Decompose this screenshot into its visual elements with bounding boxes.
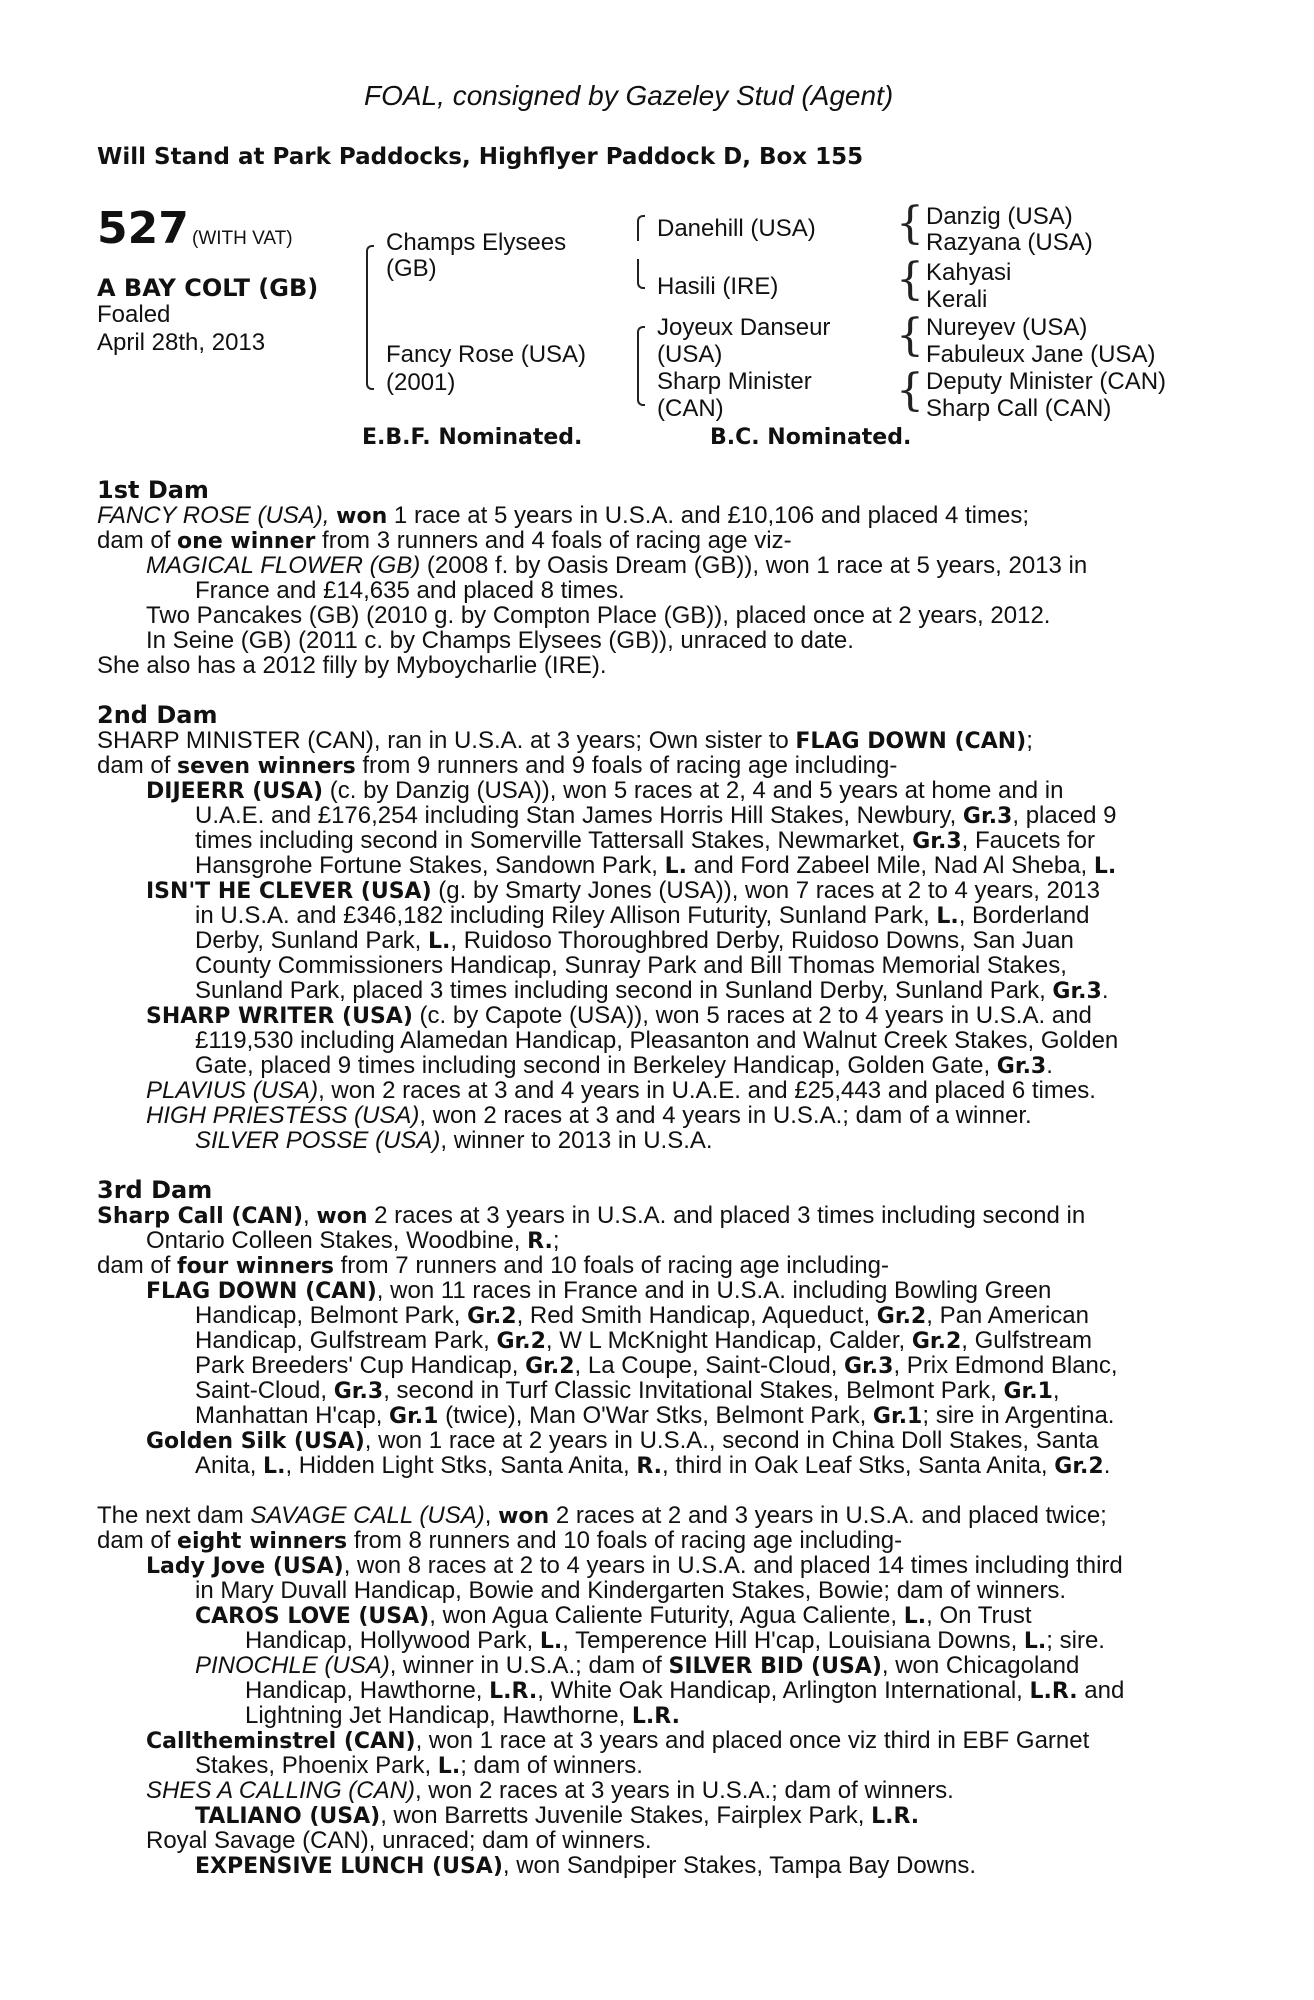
pedigree-dam-sire-2: (USA): [657, 341, 723, 368]
shes-a-calling-line: SHES A CALLING (CAN), won 2 races at 3 years in U.S.A.; dam of winners.: [146, 1777, 954, 1804]
sharp-writer-line1: SHARP WRITER (USA) (c. by Capote (USA)), won 5 races at 2 to 4 years in U.S.A. and: [146, 1002, 1092, 1029]
flag-down-line5: Saint-Cloud, Gr.3, second in Turf Classic Invitational Stakes, Belmont Park, Gr.1,: [195, 1377, 1060, 1404]
pedigree-dam-sire-1: Joyeux Danseur: [657, 314, 831, 341]
lady-jove-line2: in Mary Duvall Handicap, Bowie and Kindergarten Stakes, Bowie; dam of winners.: [195, 1577, 1067, 1604]
silver-posse-line: SILVER POSSE (USA), winner to 2013 in U.S.A.: [195, 1127, 713, 1154]
third-dam-line1: Sharp Call (CAN), won 2 races at 3 years in U.S.A. and placed 3 times including second in: [97, 1202, 1086, 1229]
consignment-title: FOAL, consigned by Gazeley Stud (Agent): [364, 80, 894, 111]
dijeerr-line2: U.A.E. and £176,254 including Stan James Horris Hill Stakes, Newbury, Gr.3, placed 9: [195, 802, 1117, 829]
expensive-lunch-line: EXPENSIVE LUNCH (USA), won Sandpiper Stakes, Tampa Bay Downs.: [195, 1852, 977, 1879]
golden-silk-line1: Golden Silk (USA), won 1 race at 2 years in U.S.A., second in China Doll Stakes, Santa: [146, 1427, 1099, 1454]
pedigree-g3-6: Fabuleux Jane (USA): [926, 341, 1156, 368]
pedigree-sire-dam: Hasili (IRE): [657, 273, 779, 300]
first-dam-produce4: She also has a 2012 filly by Myboycharlie (IRE).: [97, 652, 607, 679]
pedigree-dam-dam-1: Sharp Minister: [657, 368, 812, 395]
flag-down-line2: Handicap, Belmont Park, Gr.2, Red Smith Handicap, Aqueduct, Gr.2, Pan American: [195, 1302, 1089, 1329]
flag-down-line3: Handicap, Gulfstream Park, Gr.2, W L McKnight Handicap, Calder, Gr.2, Gulfstream: [195, 1327, 1092, 1354]
foaled-label: Foaled: [97, 301, 171, 328]
vat-label: (WITH VAT): [192, 228, 293, 249]
pedigree-g3-1: Danzig (USA): [926, 203, 1073, 230]
pedigree-sire-origin: (GB): [386, 255, 437, 282]
dijeerr-line3: times including second in Somerville Tattersall Stakes, Newmarket, Gr.3, Faucets for: [195, 827, 1096, 854]
pedigree-g3-4: Kerali: [926, 286, 988, 313]
third-dam-heading: 3rd Dam: [97, 1176, 213, 1204]
third-dam-line3: dam of four winners from 7 runners and 10 foals of racing age including-: [97, 1252, 889, 1279]
dijeerr-line1: DIJEERR (USA) (c. by Danzig (USA)), won 5 races at 2, 4 and 5 years at home and in: [146, 777, 1064, 804]
pedigree-sire: Champs Elysees: [386, 229, 567, 256]
royal-savage-line: Royal Savage (CAN), unraced; dam of winners.: [146, 1827, 652, 1854]
second-dam-line2: dam of seven winners from 9 runners and 9 foals of racing age including-: [97, 752, 898, 779]
stand-location: Will Stand at Park Paddocks, Highflyer Paddock D, Box 155: [97, 144, 864, 170]
lady-jove-line1: Lady Jove (USA), won 8 races at 2 to 4 years in U.S.A. and placed 14 times including third: [146, 1552, 1123, 1579]
first-dam-line2: dam of one winner from 3 runners and 4 foals of racing age viz-: [97, 527, 792, 554]
third-dam-line2: Ontario Colleen Stakes, Woodbine, R.;: [146, 1227, 560, 1254]
caros-love-line2: Handicap, Hollywood Park, L., Temperence Hill H'cap, Louisiana Downs, L.; sire.: [245, 1627, 1105, 1654]
first-dam-produce1-cont: France and £14,635 and placed 8 times.: [195, 577, 625, 604]
first-dam-produce2: Two Pancakes (GB) (2010 g. by Compton Place (GB)), placed once at 2 years, 2012.: [146, 602, 1051, 629]
isnt-he-clever-line5: Sunland Park, placed 3 times including second in Sunland Derby, Sunland Park, Gr.3.: [195, 977, 1109, 1004]
first-dam-line1: FANCY ROSE (USA), won 1 race at 5 years in U.S.A. and £10,106 and placed 4 times;: [97, 502, 1029, 529]
pedigree-g3-5: Nureyev (USA): [926, 314, 1088, 341]
pedigree-g3-2: Razyana (USA): [926, 229, 1093, 256]
lot-number: 527: [97, 203, 189, 254]
first-dam-produce3: In Seine (GB) (2011 c. by Champs Elysees (GB)), unraced to date.: [146, 627, 854, 654]
dijeerr-line4: Hansgrohe Fortune Stakes, Sandown Park, L. and Ford Zabeel Mile, Nad Al Sheba, L.: [195, 852, 1117, 879]
pinochle-line3: Lightning Jet Handicap, Hawthorne, L.R.: [245, 1702, 680, 1729]
calltheminstrel-line2: Stakes, Phoenix Park, L.; dam of winners.: [195, 1752, 643, 1779]
pinochle-line2: Handicap, Hawthorne, L.R., White Oak Handicap, Arlington International, L.R. and: [245, 1677, 1125, 1704]
isnt-he-clever-line4: County Commissioners Handicap, Sunray Park and Bill Thomas Memorial Stakes,: [195, 952, 1067, 979]
first-dam-produce1: MAGICAL FLOWER (GB) (2008 f. by Oasis Dream (GB)), won 1 race at 5 years, 2013 in: [146, 552, 1088, 579]
next-dam-line2: dam of eight winners from 8 runners and 10 foals of racing age including-: [97, 1527, 903, 1554]
golden-silk-line2: Anita, L., Hidden Light Stks, Santa Anita, R., third in Oak Leaf Stks, Santa Anita, Gr.2.: [195, 1452, 1111, 1479]
ebf-nominated: E.B.F. Nominated.: [362, 425, 583, 450]
pedigree-dam-year: (2001): [386, 369, 456, 396]
sharp-writer-line2: £119,530 including Alamedan Handicap, Pleasanton and Walnut Creek Stakes, Golden: [195, 1027, 1119, 1054]
pedigree-g3-8: Sharp Call (CAN): [926, 395, 1112, 422]
pedigree-dam-dam-2: (CAN): [657, 395, 724, 422]
isnt-he-clever-line1: ISN'T HE CLEVER (USA) (g. by Smarty Jones (USA)), won 7 races at 2 to 4 years, 2013: [146, 877, 1100, 904]
lot-title: A BAY COLT (GB): [97, 274, 319, 302]
pedigree-sire-sire: Danehill (USA): [657, 215, 816, 242]
flag-down-line6: Manhattan H'cap, Gr.1 (twice), Man O'War Stks, Belmont Park, Gr.1; sire in Argentina.: [195, 1402, 1115, 1429]
flag-down-line1: FLAG DOWN (CAN), won 11 races in France and in U.S.A. including Bowling Green: [146, 1277, 1052, 1304]
pedigree-dam: Fancy Rose (USA): [386, 341, 587, 368]
caros-love-line1: CAROS LOVE (USA), won Agua Caliente Futurity, Agua Caliente, L., On Trust: [195, 1602, 1032, 1629]
second-dam-heading: 2nd Dam: [97, 701, 218, 729]
high-priestess-line: HIGH PRIESTESS (USA), won 2 races at 3 and 4 years in U.S.A.; dam of a winner.: [146, 1102, 1032, 1129]
pedigree-g3-3: Kahyasi: [926, 259, 1012, 286]
sharp-writer-line3: Gate, placed 9 times including second in Berkeley Handicap, Golden Gate, Gr.3.: [195, 1052, 1053, 1079]
first-dam-heading: 1st Dam: [97, 476, 209, 504]
calltheminstrel-line1: Calltheminstrel (CAN), won 1 race at 3 years and placed once viz third in EBF Garnet: [146, 1727, 1090, 1754]
flag-down-line4: Park Breeders' Cup Handicap, Gr.2, La Coupe, Saint-Cloud, Gr.3, Prix Edmond Blanc,: [195, 1352, 1118, 1379]
pedigree-g3-7: Deputy Minister (CAN): [926, 368, 1167, 395]
pinochle-line1: PINOCHLE (USA), winner in U.S.A.; dam of SILVER BID (USA), won Chicagoland: [195, 1652, 1080, 1679]
isnt-he-clever-line3: Derby, Sunland Park, L., Ruidoso Thoroughbred Derby, Ruidoso Downs, San Juan: [195, 927, 1074, 954]
second-dam-line1: SHARP MINISTER (CAN), ran in U.S.A. at 3 years; Own sister to FLAG DOWN (CAN);: [97, 727, 1033, 754]
plavius-line: PLAVIUS (USA), won 2 races at 3 and 4 years in U.A.E. and £25,443 and placed 6 times.: [146, 1077, 1096, 1104]
taliano-line: TALIANO (USA), won Barretts Juvenile Stakes, Fairplex Park, L.R.: [195, 1802, 920, 1829]
foaled-date: April 28th, 2013: [97, 329, 266, 356]
isnt-he-clever-line2: in U.S.A. and £346,182 including Riley Allison Futurity, Sunland Park, L., Borderland: [195, 902, 1090, 929]
bc-nominated: B.C. Nominated.: [710, 425, 912, 450]
next-dam-line1: The next dam SAVAGE CALL (USA), won 2 races at 2 and 3 years in U.S.A. and placed twice;: [97, 1502, 1107, 1529]
